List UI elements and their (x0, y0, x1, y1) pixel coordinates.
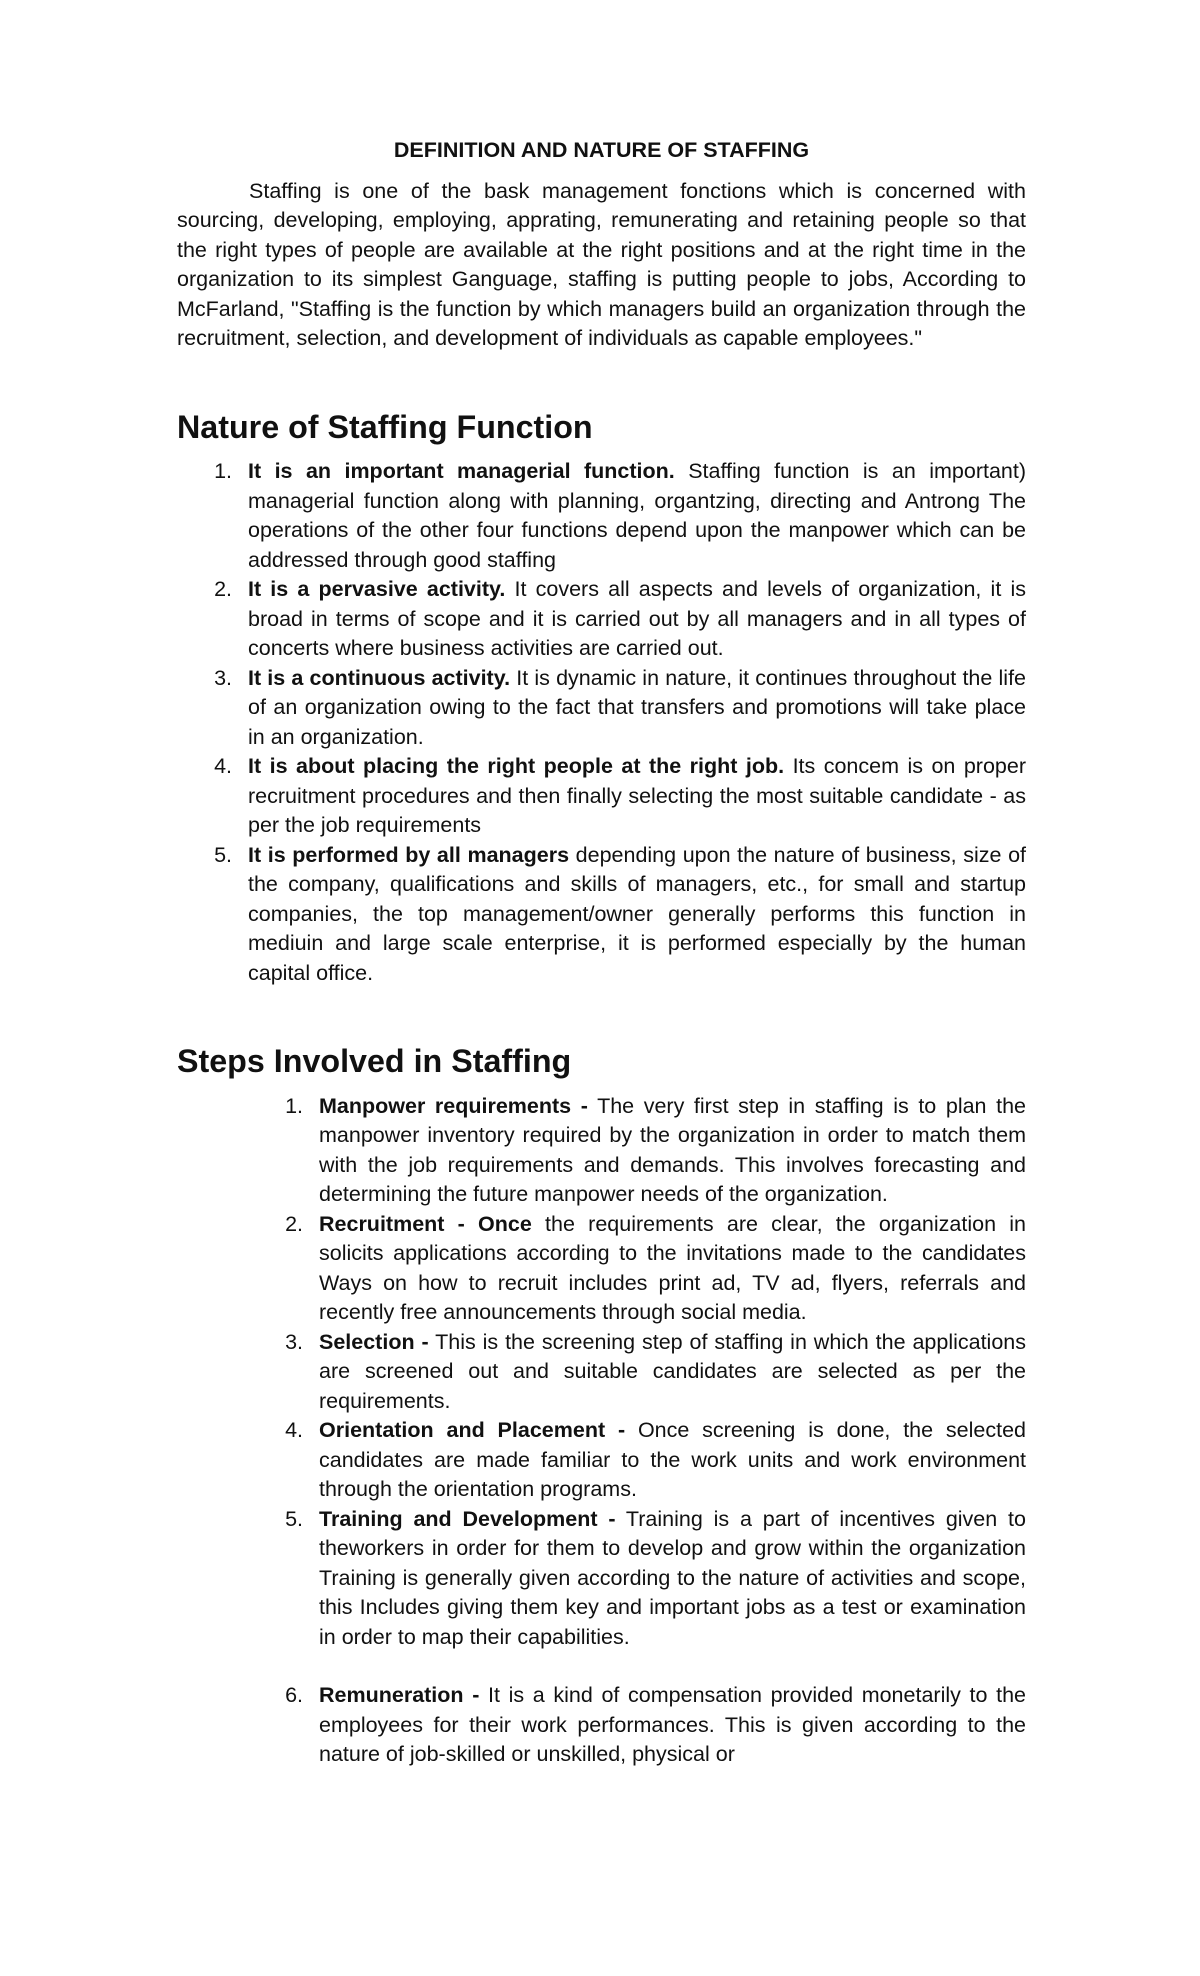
steps-list-item (177, 1681, 1026, 1770)
list-item-text: Training is a part of incentives given to theworkers in order for them to develop and grow within the organization Training is generally given according to the nature of activities and scope, this Includes giving them key and important jobs as a test or examination in order to map their capabilities. (319, 1506, 1026, 1649)
list-item-text: It covers all aspects and levels of organization, it is broad in terms of scope and it is carried out by all managers and in all types of concerts where business activities are carried out. (248, 577, 1026, 660)
document-body (177, 136, 1026, 1770)
list-item-text: Once screening is done, the selected candidates are made familiar to the work units and work environment through the orientation programs. (319, 1418, 1027, 1501)
nature-list-item (177, 752, 1026, 841)
list-item-number: 4. (285, 1418, 303, 1442)
list-item-lead: Manpower requirements - (319, 1093, 588, 1118)
list-item-number: 5. (285, 1506, 303, 1531)
list-item-number: 1. (285, 1093, 303, 1118)
list-item-text: Its concem is on proper recruitment procedures and then finally selecting the most suitable candidate - as per the job requirements (248, 754, 1026, 837)
list-item-text: The very first step in staffing is to plan the manpower inventory required by the organization in order to match them with the job requirements and demands. This involves forecasting and determining the future manpower needs of the organization. (319, 1093, 1026, 1206)
document-title: DEFINITION AND NATURE OF STAFFING (393, 138, 810, 162)
list-item-lead: Remuneration - (319, 1683, 480, 1707)
list-item-lead: It is an important managerial function. (248, 459, 675, 483)
steps-list (177, 1092, 1026, 1770)
list-item-lead: It is about placing the right people at the right job. (248, 754, 785, 778)
nature-list-item (177, 841, 1026, 989)
list-item-lead: Selection - (319, 1329, 429, 1354)
steps-list-item (177, 1416, 1026, 1505)
list-item-number: 3. (214, 665, 232, 690)
list-item-lead: It is a pervasive activity. (248, 577, 506, 601)
list-item-number: 4. (214, 754, 232, 778)
list-item-text: depending upon the nature of business, size of the company, qualifications and skills of managers, etc., for small and startup companies, the top management/owner generally performs this function in mediuin and large scale enterprise, it is performed especially by the human capital office. (248, 842, 1026, 985)
nature-list-item (177, 664, 1026, 753)
intro-paragraph: Staffing is one of the bask management fonctions which is concerned with sourcing, developing, employing, apprating, remunerating and retaining people so that the right types of people are available at the right positions and at the right time in the organization to its simplest Ganguage, staffing is putting people to jobs, According to McFarland, "Staffing is the function by which managers build an organization through the recruitment, selection, and development of individuals as capable employees." (177, 178, 1026, 350)
nature-list-item (177, 575, 1026, 664)
list-item-lead: Orientation and Placement - (319, 1418, 626, 1442)
steps-section-heading: Steps Involved in Staffing (177, 1043, 572, 1079)
list-item-lead: It is performed by all managers (248, 842, 570, 867)
list-item-lead: Training and Development - (319, 1506, 616, 1531)
steps-list-item (177, 1328, 1026, 1417)
list-item-number: 3. (285, 1329, 303, 1354)
list-item-text: It is a kind of compensation provided monetarily to the employees for their work performances. This is given according to the nature of job-skilled or unskilled, physical or (319, 1683, 1026, 1766)
list-item-lead: It is a continuous activity. (248, 665, 511, 690)
list-item-text: the requirements are clear, the organization in solicits applications according to the invitations made to the candidates Ways on how to recruit includes print ad, TV ad, flyers, referrals and recently free announcements through social media. (319, 1211, 1026, 1324)
list-item-number: 1. (214, 459, 232, 483)
list-item-lead: Recruitment - Once (319, 1211, 532, 1236)
nature-section-heading: Nature of Staffing Function (177, 408, 593, 445)
list-item-number: 6. (285, 1683, 303, 1707)
steps-list-item (177, 1210, 1026, 1328)
list-item-number: 2. (285, 1211, 303, 1236)
list-item-text: It is dynamic in nature, it continues throughout the life of an organization owing to the fact that transfers and promotions will take place in an organization. (248, 665, 1027, 749)
list-item-text: This is the screening step of staffing in which the applications are screened out and suitable candidates are selected as per the requirements. (319, 1329, 1026, 1413)
nature-list (177, 457, 1026, 988)
steps-list-item (177, 1092, 1026, 1210)
steps-list-item (177, 1505, 1026, 1653)
nature-list-item (177, 457, 1026, 575)
list-item-number: 5. (214, 842, 232, 867)
list-item-number: 2. (214, 577, 232, 601)
list-item-text: Staffing function is an important) managerial function along with planning, organtzing, directing and Antrong The operations of the other four functions depend upon the manpower which can be addressed through good staffing (248, 459, 1026, 572)
